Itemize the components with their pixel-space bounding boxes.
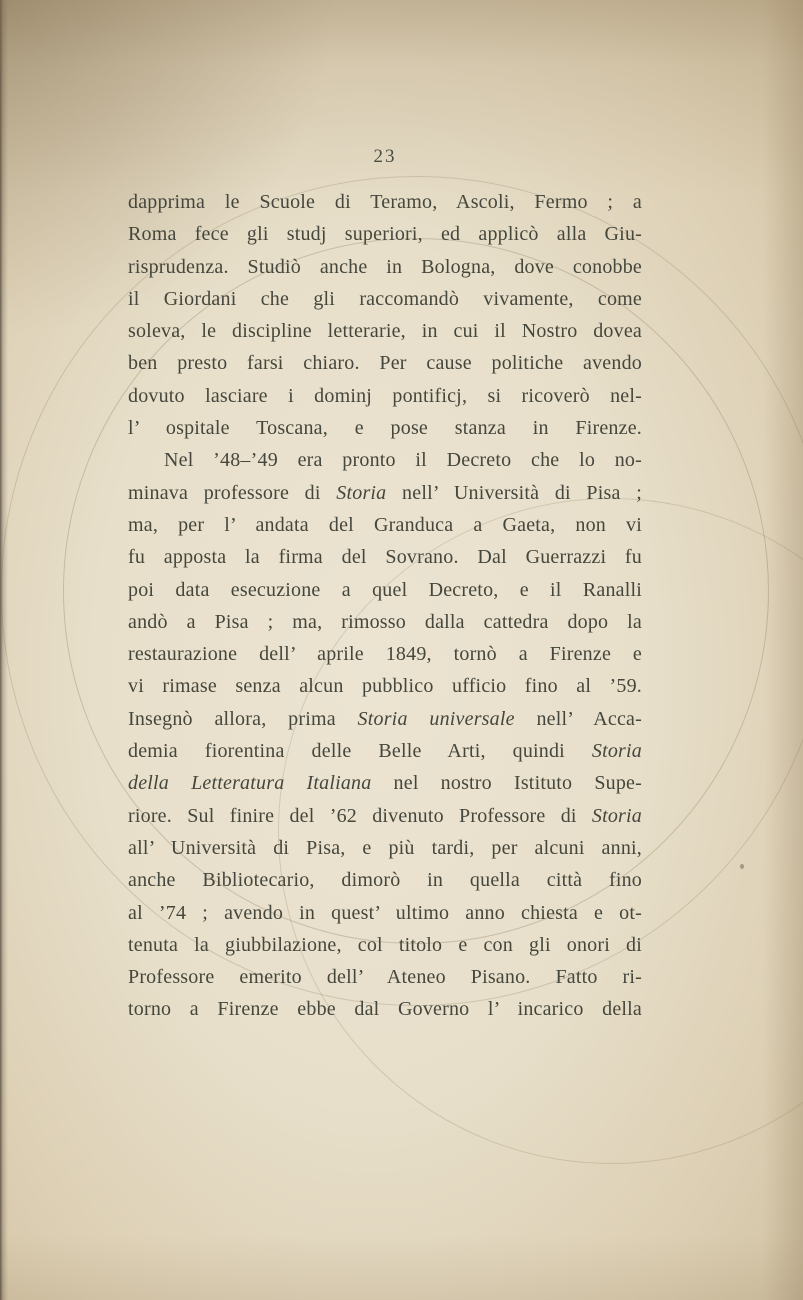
page-number: 23 [373, 146, 397, 167]
italic-text-segment: Storia [591, 740, 642, 763]
text-segment: ben presto farsi chiaro. Per cause politiche avendo [128, 352, 642, 375]
text-segment: ma, per l’ andata del Granduca a Gaeta, non vi [128, 513, 642, 536]
text-line [128, 993, 642, 1025]
text-line [128, 412, 642, 444]
italic-text-segment: Storia universale [357, 707, 515, 730]
text-line [128, 670, 642, 702]
text-line [128, 929, 642, 961]
text-line [128, 283, 642, 315]
italic-text-segment: Storia [591, 804, 642, 827]
italic-text-segment: della Letteratura Italiana [128, 772, 372, 795]
text-line [128, 541, 642, 573]
text-line [128, 767, 642, 799]
text-segment: il Giordani che gli raccomandò vivamente, come [128, 287, 642, 310]
text-line [128, 315, 642, 347]
text-segment: Nel ’48–’49 era pronto il Decreto che lo no- [164, 449, 642, 472]
text-segment: fu apposta la firma del Sovrano. Dal Guerrazzi fu [128, 546, 642, 569]
text-line [128, 186, 642, 218]
text-segment: all’ Università di Pisa, e più tardi, per alcuni anni, [128, 836, 642, 859]
text-line [128, 800, 642, 832]
text-segment: nell’ Università di Pisa ; [386, 481, 642, 504]
text-line [128, 606, 642, 638]
text-segment: nel nostro Istituto Supe- [371, 772, 642, 795]
text-line [128, 444, 642, 476]
text-line [128, 864, 642, 896]
text-segment: anche Bibliotecario, dimorò in quella città fino [128, 869, 642, 892]
text-line [128, 897, 642, 929]
text-line [128, 574, 642, 606]
text-line [128, 961, 642, 993]
text-block [128, 186, 642, 1026]
text-segment: poi data esecuzione a quel Decreto, e il Ranalli [128, 578, 642, 601]
text-segment: Professore emerito dell’ Ateneo Pisano. Fatto ri- [128, 966, 642, 989]
text-line [128, 251, 642, 283]
text-segment: demia fiorentina delle Belle Arti, quindi [128, 740, 592, 763]
text-segment: minava professore di [128, 481, 337, 504]
text-segment: al ’74 ; avendo in quest’ ultimo anno chiesta e ot- [128, 901, 642, 924]
text-line [128, 477, 642, 509]
text-segment: riore. Sul finire del ’62 divenuto Professore di [128, 804, 592, 827]
text-line [128, 347, 642, 379]
text-segment: Insegnò allora, prima [128, 707, 358, 730]
text-line [128, 638, 642, 670]
text-segment: Roma fece gli studj superiori, ed applicò alla Giu- [128, 223, 642, 246]
paper-speck [740, 864, 744, 869]
text-segment: soleva, le discipline letterarie, in cui il Nostro dovea [128, 320, 642, 343]
text-segment: nell’ Acca- [514, 707, 642, 730]
text-segment: dovuto lasciare i dominj pontificj, si ricoverò nel- [128, 384, 642, 407]
text-segment: vi rimase senza alcun pubblico ufficio fino al ’59. [128, 675, 642, 698]
text-segment: torno a Firenze ebbe dal Governo l’ incarico della [128, 998, 642, 1021]
text-line [128, 703, 642, 735]
text-segment: andò a Pisa ; ma, rimosso dalla cattedra dopo la [128, 610, 642, 633]
text-segment: l’ ospitale Toscana, e pose stanza in Firenze. [128, 417, 642, 440]
text-line [128, 509, 642, 541]
text-segment: restaurazione dell’ aprile 1849, tornò a Firenze e [128, 643, 642, 666]
text-line [128, 380, 642, 412]
text-segment: dapprima le Scuole di Teramo, Ascoli, Fermo ; a [128, 191, 642, 213]
text-line [128, 218, 642, 250]
text-line [128, 735, 642, 767]
italic-text-segment: Storia [336, 481, 387, 504]
text-line [128, 832, 642, 864]
text-segment: risprudenza. Studiò anche in Bologna, dove conobbe [128, 255, 642, 278]
text-segment: tenuta la giubbilazione, col titolo e con gli onori di [128, 933, 642, 956]
